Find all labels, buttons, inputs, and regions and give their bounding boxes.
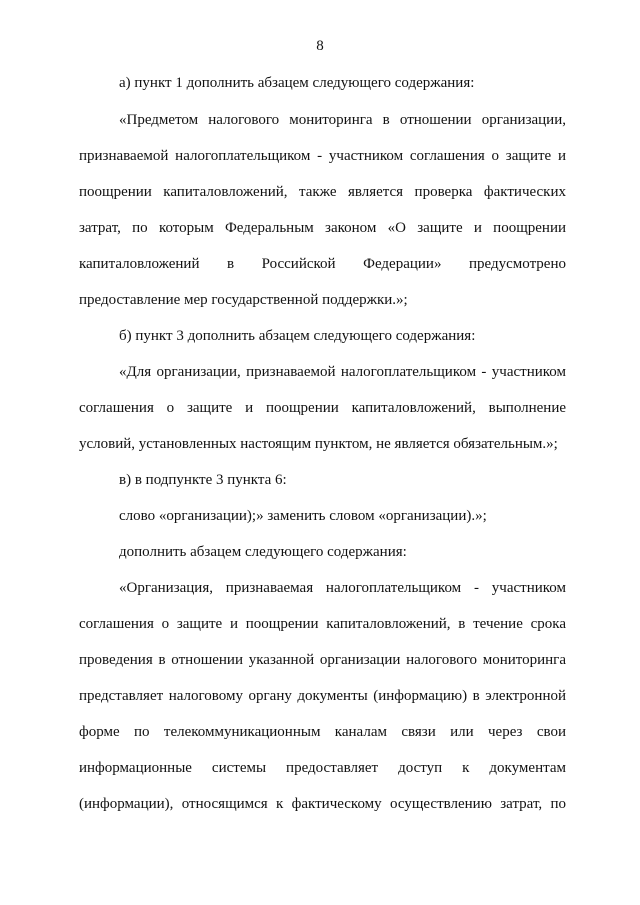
quote-3-line-1: «Организация, признаваемая налогоплательщиком - участником [119, 580, 566, 596]
quote-3-line-7: (информации), относящимся к фактическому осуществлению затрат, по [79, 796, 566, 812]
quote-1-line-3: поощрении капиталовложений, также является проверка фактических [79, 184, 566, 200]
quote-2-line-2: соглашения о защите и поощрении капиталовложений, выполнение [79, 400, 566, 416]
paragraph-a-heading: а) пункт 1 дополнить абзацем следующего содержания: [119, 75, 475, 91]
page-number: 8 [316, 38, 324, 54]
paragraph-v-heading: в) в подпункте 3 пункта 6: [119, 472, 287, 488]
quote-1-line-4: затрат, по которым Федеральным законом «О защите и поощрении [79, 220, 566, 236]
quote-2-line-1: «Для организации, признаваемой налогоплательщиком - участником [119, 364, 566, 380]
replace-word-instruction: слово «организации);» заменить словом «организации).»; [119, 508, 487, 524]
add-paragraph-instruction: дополнить абзацем следующего содержания: [119, 544, 407, 560]
quote-3-line-6: информационные системы предоставляет доступ к документам [79, 760, 566, 776]
quote-1-line-1: «Предметом налогового мониторинга в отношении организации, [119, 112, 566, 128]
quote-1-line-6: предоставление мер государственной поддержки.»; [79, 292, 408, 308]
quote-1-line-2: признаваемой налогоплательщиком - участником соглашения о защите и [79, 148, 566, 164]
quote-2-line-3: условий, установленных настоящим пунктом, не является обязательным.»; [79, 436, 558, 452]
paragraph-b-heading: б) пункт 3 дополнить абзацем следующего содержания: [119, 328, 476, 344]
quote-3-line-4: представляет налоговому органу документы (информацию) в электронной [79, 688, 566, 704]
quote-1-line-5: капиталовложений в Российской Федерации» предусмотрено [79, 256, 566, 272]
quote-3-line-3: проведения в отношении указанной организации налогового мониторинга [79, 652, 566, 668]
quote-3-line-5: форме по телекоммуникационным каналам связи или через свои [79, 724, 566, 740]
quote-3-line-2: соглашения о защите и поощрении капиталовложений, в течение срока [79, 616, 566, 632]
